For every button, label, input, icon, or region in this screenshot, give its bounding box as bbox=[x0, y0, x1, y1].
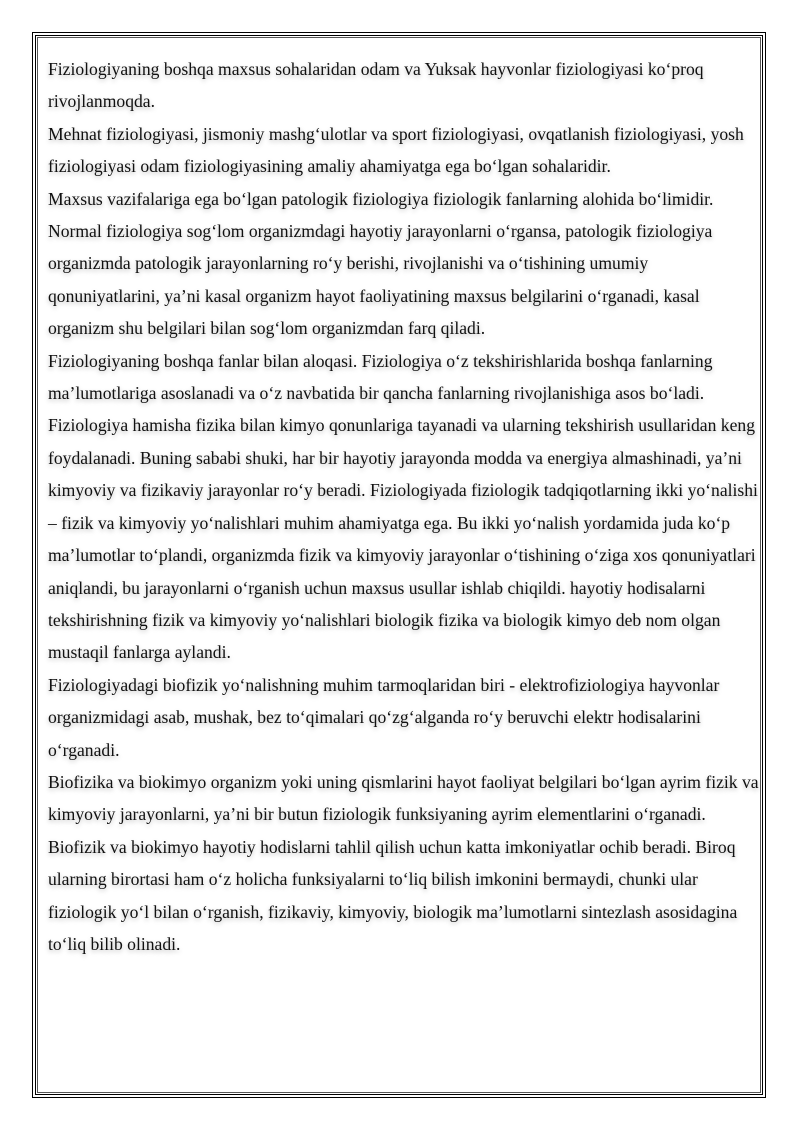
paragraph-3: Maxsus vazifalariga ega bo‘lgan patologik fiziologiya fiziologik fanlarning alohida bo‘limidir. Normal fiziologiya sog‘lom organizmdagi hayotiy jarayonlarni o‘rgansa, patologik fiziologiya organizmda patologik jarayonlarning ro‘y berishi, rivojlanishi va o‘tishining umumiy qonuniyatlarini, ya’ni kasal organizm hayot faoliyatining maxsus belgilarini o‘rganadi, kasal organizm shu belgilari bilan sog‘lom organizmdan farq qiladi. bbox=[48, 188, 714, 339]
paragraph-5: Fiziologiya hamisha fizika bilan kimyo qonunlariga tayanadi va ularning tekshirish usullaridan keng foydalanadi. Buning sababi shuki, har bir hayotiy jarayonda modda va energiya almashinadi, ya’ni kimyoviy va fizikaviy jarayonlar ro‘y beradi. Fiziologiyada fiziologik tadqiqotlarning ikki yo‘nalishi – fizik va kimyoviy yo‘nalishlari muhim ahamiyatga ega. Bu ikki yo‘nalish yordamida juda ko‘p ma’lumotlar to‘plandi, organizmda fizik va kimyoviy jarayonlar o‘tishining o‘ziga xos qonuniyatlari aniqlandi, bu jarayonlarni o‘rganish uchun maxsus usullar ishlab chiqildi. hayotiy hodisalarni tekshirishning fizik va kimyoviy yo‘nalishlari biologik fizika va biologik kimyo deb nom olgan mustaqil fanlarga aylandi. bbox=[48, 415, 758, 663]
paragraph-7: Biofizika va biokimyo organizm yoki uning qismlarini hayot faoliyat belgilari bo‘lgan ayrim fizik va kimyoviy jarayonlarni, ya’ni bir butun fiziologik funksiyaning ayrim elementlarini o‘rganadi. Biofizik va biokimyo hayotiy hodislarni tahlil qilish uchun katta imkoniyatlar ochib beradi. Biroq ularning birortasi ham o‘z holicha funksiyalarni to‘liq bilish imkonini bermaydi, chunki ular fiziologik yo‘l bilan o‘rganish, fizikaviy, kimyoviy, biologik ma’lumotlarni sintezlash asosidagina to‘liq bilib olinadi. bbox=[48, 771, 759, 954]
paragraph-1: Fiziologiyaning boshqa maxsus sohalaridan odam va Yuksak hayvonlar fiziologiyasi ko‘proq rivojlanmoqda. bbox=[48, 59, 704, 112]
paragraph-6: Fiziologiyadagi biofizik yo‘nalishning muhim tarmoqlaridan biri - elektrofiziologiya hayvonlar organizmidagi asab, mushak, bez to‘qimalari qo‘zg‘alganda ro‘y beruvchi elektr hodisalarini o‘rganadi. bbox=[48, 674, 720, 760]
document-body bbox=[48, 53, 760, 960]
paragraph-2: Mehnat fiziologiyasi, jismoniy mashg‘ulotlar va sport fiziologiyasi, ovqatlanish fiziologiyasi, yosh fiziologiyasi odam fiziologiyasining amaliy ahamiyatga ega bo‘lgan sohalaridir. bbox=[48, 123, 744, 177]
paragraph-4: Fiziologiyaning boshqa fanlar bilan aloqasi. Fiziologiya o‘z tekshirishlarida boshqa fanlarning ma’lumotlariga asoslanadi va o‘z navbatida bir qancha fanlarning rivojlanishiga asos bo‘ladi. bbox=[48, 350, 713, 404]
